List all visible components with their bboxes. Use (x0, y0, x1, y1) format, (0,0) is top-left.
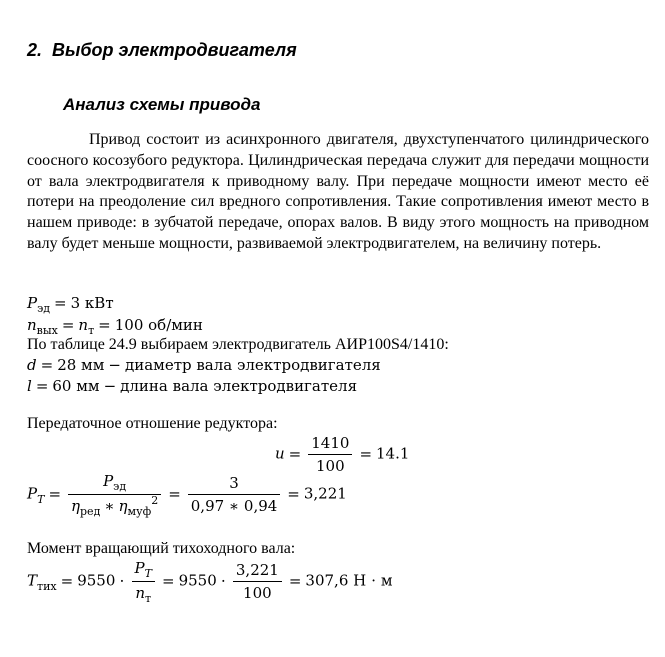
torque-sub: тих (37, 579, 57, 593)
eta-symbol-1: η (71, 497, 81, 515)
diameter-symbol: d (27, 356, 37, 374)
pt-formula: $P_T$ = $\frac{P_{эд}}{\eta_{ред} ∗ \eta_{муф}^2}$ = $\frac{3}{0,97 ∗ 0,94}$ = 3,221 (27, 472, 347, 518)
speed-value: 100 об/мин (114, 316, 203, 334)
pt-numerator-2: 3 (188, 472, 281, 495)
pt-num-sub: эд (113, 480, 127, 493)
speed-symbol-out: n (27, 316, 37, 334)
section-title: Выбор электродвигателя (52, 40, 297, 60)
eta-power: 2 (151, 494, 159, 507)
subsection-heading: Анализ схемы привода (63, 95, 261, 114)
eta-sub-1: ред (80, 505, 101, 518)
section-number: 2. (27, 40, 43, 60)
length-line: l = 60 мм − длина вала электродвигателя (27, 377, 358, 395)
pt-denominator-2: 0,97 ∗ 0,94 (190, 497, 278, 515)
pt-fraction-1 (68, 470, 161, 519)
ratio-numerator: 1410 (308, 432, 352, 455)
power-sub: эд (37, 302, 51, 315)
torque-den-symbol: n (135, 584, 146, 602)
power-symbol: P (27, 294, 38, 312)
diameter-desc: диаметр вала электродвигателя (124, 356, 381, 374)
ratio-symbol: u (275, 444, 285, 463)
mult-sign: ∗ (104, 497, 115, 515)
speed-sub-t: т (88, 324, 95, 337)
intro-paragraph (27, 130, 649, 255)
torque-label: Момент вращающий тихоходного вала: (27, 540, 296, 557)
speed-sub-out: вых (36, 324, 58, 337)
torque-num-symbol: P (134, 559, 145, 577)
pt-num-symbol: P (103, 472, 114, 490)
torque-coef-1: 9550 (77, 571, 116, 590)
ratio-label: Передаточное отношение редуктора: (27, 415, 278, 432)
pt-sub: T (37, 492, 45, 506)
eta-sub-2: муф (127, 505, 152, 518)
torque-result: 307,6 Н ⋅ м (305, 571, 393, 590)
torque-den-sub: т (145, 592, 152, 605)
torque-numerator-2: 3,221 (233, 559, 282, 582)
pt-fraction-2 (188, 472, 281, 517)
ratio-result: 14.1 (376, 444, 410, 463)
torque-symbol: T (27, 571, 38, 590)
ratio-denominator: 100 (316, 457, 345, 475)
pt-symbol: P (27, 484, 38, 503)
pt-result: 3,221 (303, 484, 347, 503)
power-value: 3 кВт (70, 294, 114, 312)
power-line: $P_{эд} = 3$ кВт (27, 294, 114, 315)
ratio-formula: u = $\frac{1410}{100}$ = 14.1 (275, 434, 410, 475)
length-value: 60 мм (52, 377, 100, 395)
speed-line: $n_{вых} = n_т = 100$ об/мин (27, 316, 203, 337)
diameter-line: d = 28 мм − диаметр вала электродвигателя (27, 356, 381, 374)
intro-paragraph-text: Привод состоит из асинхронного двигателя, двухступенчатого цилиндрического соосного косозубого редуктора. Цилиндрическая передача служит для передачи мощности от вала электродвигателя к приводному валу. При передаче мощности имеют место её потери на преодоление сил вредного сопротивления. Такие сопротивления имеют место в нашем приводе: в зубчатой передаче, опорах валов. В виду этого мощность на приводном валу будет меньше мощности, развиваемой электродвигателем, на величину потерь. (27, 131, 649, 252)
torque-denominator-2: 100 (243, 584, 272, 602)
torque-num-sub: T (144, 567, 152, 580)
length-symbol: l (27, 377, 32, 395)
speed-symbol-t: n (78, 316, 89, 334)
torque-fraction-2 (233, 559, 282, 604)
torque-coef-2: 9550 (178, 571, 217, 590)
eta-symbol-2: η (118, 497, 128, 515)
torque-fraction-1 (132, 557, 155, 606)
length-desc: длина вала электродвигателя (120, 377, 358, 395)
motor-selection: По таблице 24.9 выбираем электродвигатель АИР100S4/1410: (27, 336, 449, 353)
section-heading (27, 40, 297, 61)
torque-formula: $T_{тих} = 9550$ ⋅ $\frac{P_T}{n_т}$ = 9550 ⋅ $\frac{3,221}{100}$ = 307,6 Н ⋅ м (27, 559, 393, 605)
diameter-value: 28 мм (57, 356, 105, 374)
